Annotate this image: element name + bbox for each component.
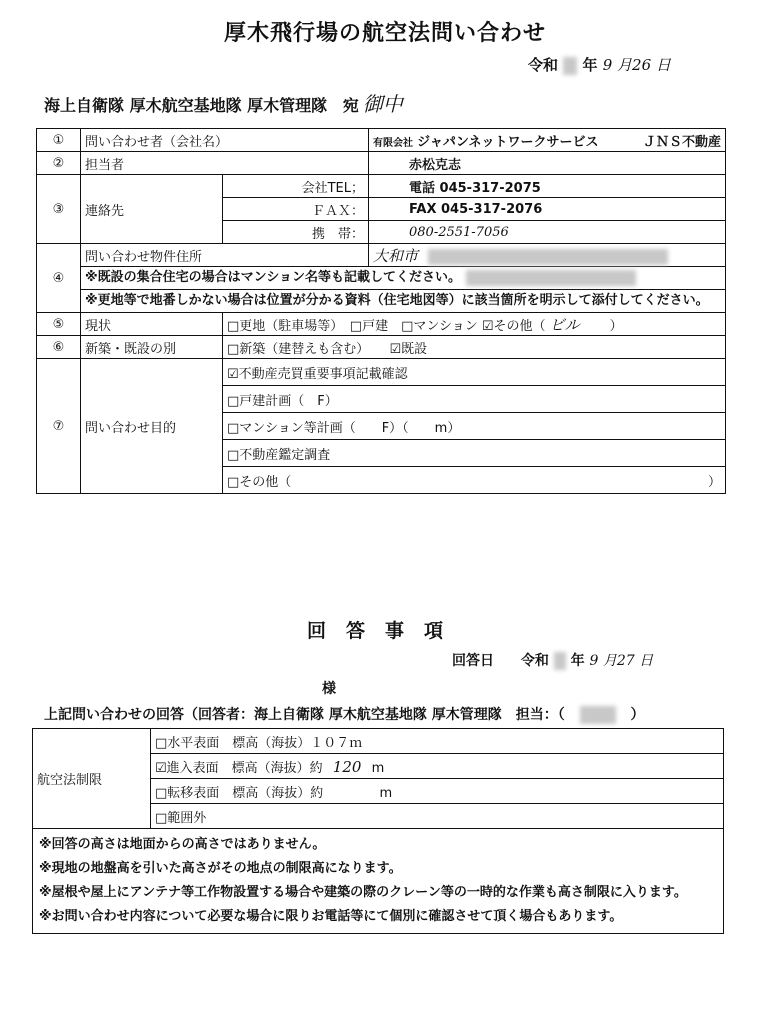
request-era: 令和: [528, 56, 559, 74]
row-num: ④: [37, 244, 81, 313]
row-person: [37, 152, 726, 175]
fax-value[interactable]: FAX 045-317-2076: [369, 198, 726, 221]
limit-option-unit: m: [371, 760, 385, 776]
limit-option[interactable]: □水平表面 標高（海抜）１０７ｍ: [151, 729, 724, 754]
answer-title: 回答事項: [306, 620, 463, 642]
answer-note: ※お問い合わせ内容について必要な場合に限りお電話等にて個別に確認させて頂く場合もあります。: [39, 909, 623, 924]
company-name: ジャパンネットワークサービス: [417, 134, 599, 150]
purpose-option[interactable]: □マンション等計画（ F）（ m）: [223, 413, 726, 440]
purpose-other-close: ）: [707, 474, 721, 490]
answer-date: [452, 650, 653, 670]
row-address-note1: [37, 267, 726, 290]
company-brand: ＪＮＳ不動産: [642, 134, 721, 150]
purpose-option[interactable]: □戸建計画（ F）: [223, 386, 726, 413]
limit-option[interactable]: [151, 754, 724, 779]
limit-option-text: ☑進入表面 標高（海抜）約: [155, 760, 323, 776]
row-purpose-0: [37, 359, 726, 386]
company-prefix: 有限会社: [373, 137, 414, 149]
row-num: ⑤: [37, 313, 81, 336]
purpose-option-other[interactable]: [223, 467, 726, 494]
answer-note: ※現地の地盤高を引いた高さがその地点の制限高になります。: [39, 861, 402, 876]
inquiry-table: [36, 128, 726, 494]
person-label: 担当者: [81, 152, 369, 175]
purpose-label: 問い合わせ目的: [81, 359, 223, 494]
sama-label: 様: [322, 681, 336, 697]
tel-value[interactable]: 電話 045-317-2075: [369, 175, 726, 198]
person-value[interactable]: 赤松克志: [369, 152, 726, 175]
address-city: 大和市: [373, 246, 419, 265]
build-options[interactable]: [223, 336, 726, 359]
limit-option[interactable]: [151, 779, 724, 804]
row-build: [37, 336, 726, 359]
limit-row-0: [33, 729, 724, 754]
purpose-option[interactable]: □不動産鑑定調査: [223, 440, 726, 467]
limit-option[interactable]: □範囲外: [151, 804, 724, 829]
answer-date-label: 回答日: [452, 653, 494, 669]
contact-label: 連絡先: [81, 175, 223, 244]
answer-month-day: 9 月27 日: [589, 653, 654, 669]
tel-label: 会社TEL；: [223, 175, 369, 198]
row-num: ⑥: [37, 336, 81, 359]
address-note1-text: ※既設の集合住宅の場合はマンション名等も記載してください。: [85, 270, 462, 285]
row-company: [37, 129, 726, 152]
row-num: ①: [37, 129, 81, 152]
address-note1: [81, 267, 726, 290]
redacted-staff: [580, 706, 616, 724]
row-address-note2: [37, 290, 726, 313]
limit-label: 航空法制限: [33, 729, 151, 829]
redacted-year: [563, 57, 577, 75]
mobile-label: 携 帯：: [223, 221, 369, 244]
status-other-hand: ビル: [549, 315, 580, 334]
build-new: □新築（建替えも含む）: [227, 341, 370, 357]
fax-label: ＦＡＸ：: [223, 198, 369, 221]
request-date: [528, 54, 671, 75]
mobile-value[interactable]: 080-2551-7056: [369, 221, 726, 244]
row-num: ③: [37, 175, 81, 244]
request-year-unit: 年: [582, 56, 598, 74]
row-contact-tel: [37, 175, 726, 198]
answer-note: ※回答の高さは地面からの高さではありません。: [39, 837, 326, 852]
status-other: ☑その他（: [481, 318, 546, 334]
row-num: ⑦: [37, 359, 81, 494]
row-address: [37, 244, 726, 267]
redacted-building: [466, 270, 636, 286]
address-value[interactable]: [369, 244, 726, 267]
build-label: 新築・既設の別: [81, 336, 223, 359]
status-close: ）: [609, 318, 623, 334]
responder-text: 上記問い合わせの回答（回答者：海上自衛隊 厚木航空基地隊 厚木管理隊 担当：（: [44, 707, 565, 723]
row-status: [37, 313, 726, 336]
limit-option-unit: m: [379, 785, 393, 801]
status-options[interactable]: [223, 313, 726, 336]
company-value[interactable]: [369, 129, 726, 152]
redacted-answer-year: [554, 652, 566, 670]
purpose-option[interactable]: ☑不動産売買重要事項記載確認: [223, 359, 726, 386]
answer-note: ※屋根や屋上にアンテナ等工作物設置する場合や建築の際のクレーン等の一時的な作業も高さ制限に入ります。: [39, 885, 687, 900]
status-label: 現状: [81, 313, 223, 336]
addressee-hand: 御中: [362, 92, 403, 116]
form-title: 厚木飛行場の航空法問い合わせ: [223, 21, 546, 46]
request-month-day: 9 月26 日: [602, 56, 671, 74]
answer-era: 令和: [520, 653, 549, 669]
address-label: 問い合わせ物件住所: [81, 244, 369, 267]
company-label: 問い合わせ者（会社名）: [81, 129, 369, 152]
answer-table: [32, 728, 724, 934]
answer-year-unit: 年: [570, 653, 585, 669]
row-num: ②: [37, 152, 81, 175]
build-existing: ☑既設: [389, 341, 428, 357]
purpose-other: □その他（: [227, 474, 292, 490]
answer-notes: [33, 829, 724, 934]
responder-close: ）: [630, 707, 645, 723]
address-note2: ※更地等で地番しかない場合は位置が分かる資料（住宅地図等）に該当箇所を明示して添付してください。: [81, 290, 726, 313]
addressee-org: 海上自衛隊 厚木航空基地隊 厚木管理隊: [44, 96, 328, 115]
addressee: [44, 88, 403, 117]
notes-row: [33, 829, 724, 934]
limit-option-text: □転移表面 標高（海抜）約: [155, 785, 324, 801]
redacted-address: [428, 249, 668, 265]
limit-option-hand: 120: [332, 757, 362, 776]
responder-line: [44, 704, 645, 724]
status-choice-list: □更地（駐車場等） □戸建 □マンション: [227, 318, 478, 334]
addressee-suffix: 宛: [342, 96, 359, 115]
